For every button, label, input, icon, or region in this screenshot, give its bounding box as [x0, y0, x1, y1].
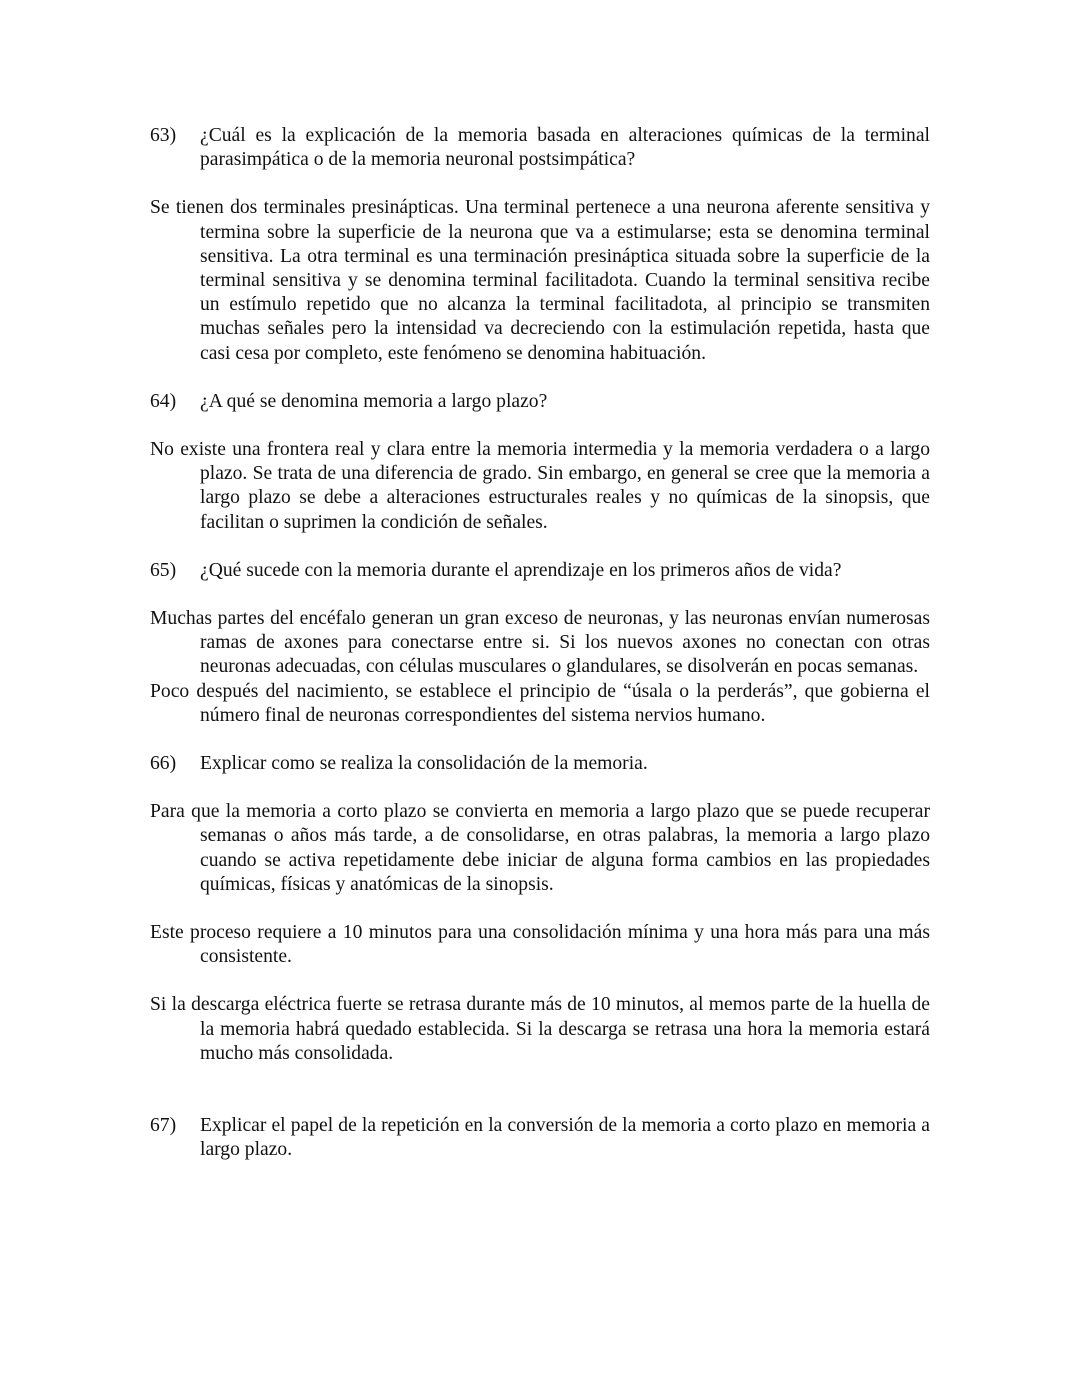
question-number: 66)	[150, 753, 177, 775]
question-63	[150, 124, 930, 172]
answer-paragraph: Para que la memoria a corto plazo se convierta en memoria a largo plazo que se puede recuperar semanas o años más tarde, a de consolidarse, en otras palabras, la memoria a largo plazo cuando se activa repetidamente debe iniciar de alguna forma cambios en las propiedades químicas, físicas y anatómicas de la sinopsis.	[150, 801, 930, 895]
question-number: 67)	[150, 1115, 177, 1137]
question-67	[150, 1114, 930, 1162]
question-66	[150, 752, 930, 776]
question-number: 65)	[150, 559, 177, 581]
answer-paragraph: Muchas partes del encéfalo generan un gran exceso de neuronas, y las neuronas envían numerosas ramas de axones para conectarse entre si. Si los nuevos axones no conectan con otras neuronas adecuadas, con células musculares o glandulares, se disolverán en pocas semanas.	[150, 608, 930, 678]
question-number: 63)	[150, 125, 177, 146]
document-page	[150, 124, 930, 1187]
question-number: 64)	[150, 390, 177, 412]
answer-paragraph: Este proceso requiere a 10 minutos para una consolidación mínima y una hora más para una más consistente.	[150, 922, 930, 968]
question-65	[150, 559, 930, 583]
question-text: ¿A qué se denomina memoria a largo plazo?	[200, 390, 548, 412]
answer-paragraph: Si la descarga eléctrica fuerte se retrasa durante más de 10 minutos, al memos parte de la huella de la memoria habrá quedado establecida. Si la descarga se retrasa una hora la memoria estará mucho más consolidada.	[150, 994, 930, 1064]
question-text: Explicar el papel de la repetición en la conversión de la memoria a corto plazo en memoria a largo plazo.	[200, 1115, 930, 1161]
question-text: ¿Cuál es la explicación de la memoria basada en alteraciones químicas de la terminal parasimpática o de la memoria neuronal postsimpática?	[200, 125, 930, 171]
question-text: Explicar como se realiza la consolidación de la memoria.	[200, 753, 648, 775]
question-text: ¿Qué sucede con la memoria durante el aprendizaje en los primeros años de vida?	[200, 559, 842, 581]
question-64	[150, 390, 930, 414]
answer-paragraph: Se tienen dos terminales presinápticas. Una terminal pertenece a una neurona aferente sensitiva y termina sobre la superficie de la neurona que va a estimularse; esta se denomina terminal sensitiva. La otra terminal es una terminación presináptica situada sobre la superficie de la terminal sensitiva y se denomina terminal facilitadota. Cuando la terminal sensitiva recibe un estímulo repetido que no alcanza la terminal facilitadota, al principio se transmiten muchas señales pero la intensidad va decreciendo con la estimulación repetida, hasta que casi cesa por completo, este fenómeno se denomina habituación.	[150, 197, 930, 364]
answer-paragraph: No existe una frontera real y clara entre la memoria intermedia y la memoria verdadera o a largo plazo. Se trata de una diferencia de grado. Sin embargo, en general se cree que la memoria a largo plazo se debe a alteraciones estructurales reales y no químicas de la sinopsis, que facilitan o suprimen la condición de señales.	[150, 439, 930, 533]
answer-paragraph: Poco después del nacimiento, se establece el principio de “úsala o la perderás”, que gobierna el número final de neuronas correspondientes del sistema nervios humano.	[150, 680, 930, 726]
